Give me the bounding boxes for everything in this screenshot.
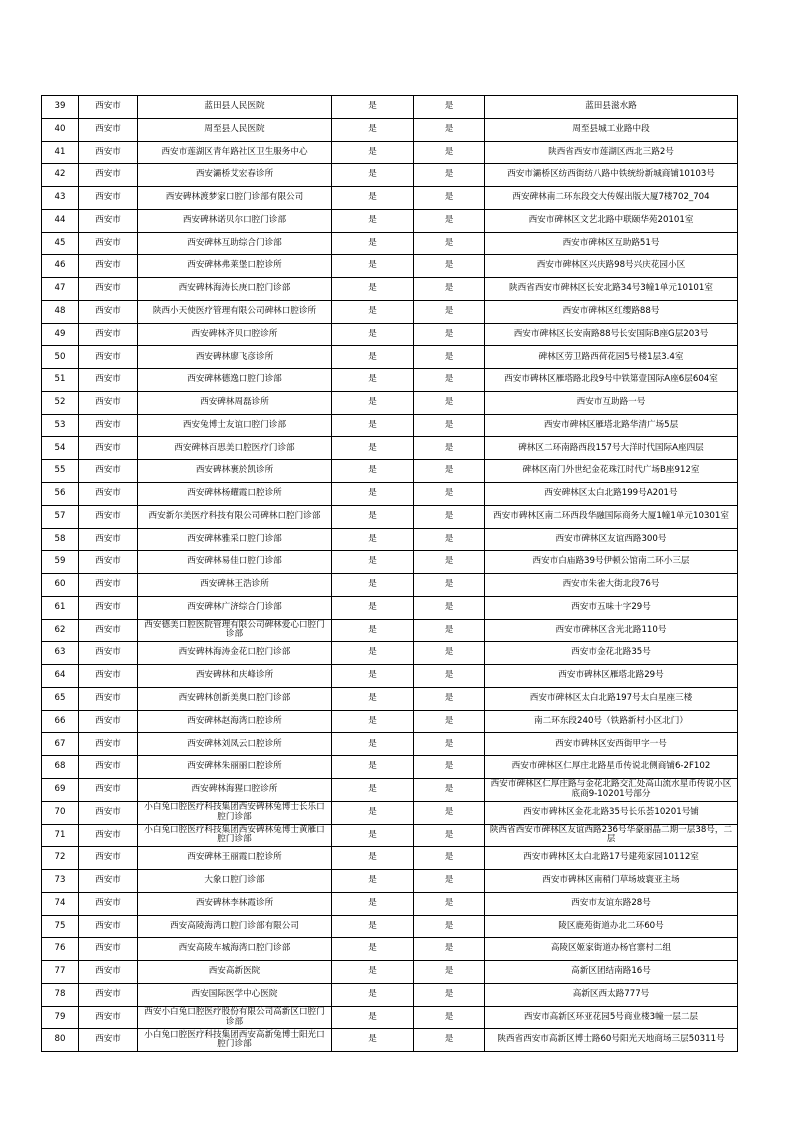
flag-a-cell: 是 [332,300,414,323]
flag-b-cell: 是 [414,323,485,346]
row-number: 60 [42,574,79,597]
row-number: 79 [42,1006,79,1029]
city-cell: 西安市 [79,460,138,483]
row-number: 74 [42,892,79,915]
flag-a-cell: 是 [332,483,414,506]
flag-b-cell: 是 [414,414,485,437]
flag-a-cell: 是 [332,164,414,187]
flag-b-cell: 是 [414,892,485,915]
flag-b-cell: 是 [414,915,485,938]
flag-a-cell: 是 [332,596,414,619]
address-cell: 高新区西太路777号 [485,983,738,1006]
address-cell: 西安市碑林区仁厚庄路与金花北路交汇处高山流水星币传说小区底商9-10201号部分 [485,778,738,801]
flag-a-cell: 是 [332,961,414,984]
table-row [42,141,738,164]
row-number: 69 [42,778,79,801]
flag-b-cell: 是 [414,938,485,961]
flag-a-cell: 是 [332,187,414,210]
institution-name-cell: 西安国际医学中心医院 [138,983,332,1006]
address-cell: 西安市白庙路39号伊顿公馆南二环小三层 [485,551,738,574]
row-number: 70 [42,801,79,824]
city-cell: 西安市 [79,915,138,938]
flag-b-cell: 是 [414,209,485,232]
institution-name-cell: 西安德美口腔医院管理有限公司碑林爱心口腔门诊部 [138,619,332,642]
institution-name-cell: 西安碑林创新美奥口腔门诊部 [138,687,332,710]
institution-name-cell: 西安碑林杨耀霞口腔诊所 [138,483,332,506]
flag-b-cell: 是 [414,505,485,528]
flag-a-cell: 是 [332,528,414,551]
table-row [42,255,738,278]
flag-a-cell: 是 [332,574,414,597]
row-number: 59 [42,551,79,574]
flag-b-cell: 是 [414,141,485,164]
flag-a-cell: 是 [332,278,414,301]
table-row [42,96,738,119]
table-row [42,1006,738,1029]
city-cell: 西安市 [79,756,138,779]
flag-b-cell: 是 [414,1029,485,1052]
address-cell: 西安市灞桥区纺西街纺八路中铁统纷新城商铺10103号 [485,164,738,187]
row-number: 76 [42,938,79,961]
flag-b-cell: 是 [414,619,485,642]
row-number: 62 [42,619,79,642]
city-cell: 西安市 [79,1006,138,1029]
table-row [42,574,738,597]
row-number: 77 [42,961,79,984]
city-cell: 西安市 [79,870,138,893]
table-row [42,961,738,984]
address-cell: 西安市朱雀大街北段76号 [485,574,738,597]
flag-b-cell: 是 [414,483,485,506]
row-number: 73 [42,870,79,893]
row-number: 56 [42,483,79,506]
city-cell: 西安市 [79,733,138,756]
address-cell: 西安市碑林区含光北路110号 [485,619,738,642]
institution-name-cell: 蓝田县人民医院 [138,96,332,119]
city-cell: 西安市 [79,687,138,710]
table-row [42,1029,738,1052]
table-row [42,369,738,392]
flag-b-cell: 是 [414,369,485,392]
institution-name-cell: 西安碑林刘凤云口腔诊所 [138,733,332,756]
address-cell: 西安市碑林区长安南路88号长安国际B座G层203号 [485,323,738,346]
flag-a-cell: 是 [332,1029,414,1052]
address-cell: 周至县城工业路中段 [485,118,738,141]
table-row [42,164,738,187]
city-cell: 西安市 [79,665,138,688]
address-cell: 碑林区劳卫路西荷花园5号楼1层3.4室 [485,346,738,369]
flag-b-cell: 是 [414,278,485,301]
address-cell: 西安市碑林区金花北路35号长乐荟10201号铺 [485,801,738,824]
table-row [42,710,738,733]
address-cell: 南二环东段240号（铁路新村小区北门） [485,710,738,733]
institution-name-cell: 西安高新医院 [138,961,332,984]
table-row [42,915,738,938]
flag-a-cell: 是 [332,983,414,1006]
institution-name-cell: 西安碑林李林霞诊所 [138,892,332,915]
city-cell: 西安市 [79,483,138,506]
flag-b-cell: 是 [414,255,485,278]
address-cell: 西安市碑林区文艺北路中联颐华苑20101室 [485,209,738,232]
city-cell: 西安市 [79,505,138,528]
flag-a-cell: 是 [332,778,414,801]
address-cell: 西安市碑林区雁塔路北段9号中铁第壹国际A座6层604室 [485,369,738,392]
flag-b-cell: 是 [414,437,485,460]
address-cell: 碑林区南门外世纪金花珠江时代广场B座912室 [485,460,738,483]
city-cell: 西安市 [79,391,138,414]
institution-name-cell: 西安小白兔口腔医疗股份有限公司高新区口腔门诊部 [138,1006,332,1029]
institution-name-cell: 西安高陵海湾口腔门诊部有限公司 [138,915,332,938]
table-row [42,938,738,961]
address-cell: 西安市碑林区互助路51号 [485,232,738,255]
city-cell: 西安市 [79,323,138,346]
institution-name-cell: 大象口腔门诊部 [138,870,332,893]
address-cell: 陕西省西安市莲湖区西北三路2号 [485,141,738,164]
clinic-table [41,95,738,1052]
flag-b-cell: 是 [414,187,485,210]
flag-b-cell: 是 [414,596,485,619]
flag-a-cell: 是 [332,346,414,369]
city-cell: 西安市 [79,619,138,642]
address-cell: 西安碑林区太白北路199号A201号 [485,483,738,506]
flag-a-cell: 是 [332,847,414,870]
city-cell: 西安市 [79,118,138,141]
flag-b-cell: 是 [414,164,485,187]
address-cell: 西安市碑林区雁塔北路29号 [485,665,738,688]
address-cell: 西安市碑林区兴庆路98号兴庆花园小区 [485,255,738,278]
city-cell: 西安市 [79,1029,138,1052]
address-cell: 西安市互助路一号 [485,391,738,414]
address-cell: 西安碑林南二环东段交大传媒出版大厦7楼702_704 [485,187,738,210]
address-cell: 蓝田县滋水路 [485,96,738,119]
table-row [42,801,738,824]
table-row [42,756,738,779]
address-cell: 西安市碑林区太白北路197号太白星座三楼 [485,687,738,710]
institution-name-cell: 西安高陵车城海湾口腔门诊部 [138,938,332,961]
row-number: 52 [42,391,79,414]
flag-a-cell: 是 [332,369,414,392]
row-number: 47 [42,278,79,301]
row-number: 72 [42,847,79,870]
flag-a-cell: 是 [332,255,414,278]
row-number: 80 [42,1029,79,1052]
flag-b-cell: 是 [414,118,485,141]
city-cell: 西安市 [79,778,138,801]
city-cell: 西安市 [79,96,138,119]
flag-a-cell: 是 [332,870,414,893]
flag-b-cell: 是 [414,1006,485,1029]
institution-name-cell: 西安新尔美医疗科技有限公司碑林口腔门诊部 [138,505,332,528]
table-row [42,118,738,141]
flag-a-cell: 是 [332,710,414,733]
flag-b-cell: 是 [414,300,485,323]
flag-a-cell: 是 [332,915,414,938]
row-number: 39 [42,96,79,119]
flag-a-cell: 是 [332,824,414,847]
city-cell: 西安市 [79,346,138,369]
row-number: 58 [42,528,79,551]
city-cell: 西安市 [79,551,138,574]
address-cell: 西安市碑林区红缨路88号 [485,300,738,323]
table-row [42,505,738,528]
flag-a-cell: 是 [332,665,414,688]
row-number: 53 [42,414,79,437]
flag-b-cell: 是 [414,665,485,688]
institution-name-cell: 西安碑林廖飞彦诊所 [138,346,332,369]
address-cell: 西安市碑林区南稍门草场坡寰亚主场 [485,870,738,893]
address-cell: 高新区团结南路16号 [485,961,738,984]
city-cell: 西安市 [79,983,138,1006]
institution-name-cell: 西安碑林德逸口腔门诊部 [138,369,332,392]
flag-b-cell: 是 [414,733,485,756]
flag-a-cell: 是 [332,892,414,915]
table-row [42,847,738,870]
flag-b-cell: 是 [414,983,485,1006]
table-row [42,460,738,483]
table-row [42,892,738,915]
address-cell: 陕西省西安市高新区博士路60号阳光天地商场三层50311号 [485,1029,738,1052]
flag-a-cell: 是 [332,118,414,141]
institution-name-cell: 西安碑林诺贝尔口腔门诊部 [138,209,332,232]
row-number: 49 [42,323,79,346]
flag-a-cell: 是 [332,209,414,232]
table-row [42,870,738,893]
address-cell: 碑林区二环南路西段157号大洋时代国际A座四层 [485,437,738,460]
institution-name-cell: 西安碑林互助综合门诊部 [138,232,332,255]
table-row [42,596,738,619]
institution-name-cell: 西安碑林海涛金花口腔门诊部 [138,642,332,665]
table-row [42,642,738,665]
city-cell: 西安市 [79,187,138,210]
row-number: 44 [42,209,79,232]
table-row [42,619,738,642]
row-number: 45 [42,232,79,255]
flag-a-cell: 是 [332,642,414,665]
flag-b-cell: 是 [414,232,485,255]
flag-a-cell: 是 [332,687,414,710]
table-row [42,187,738,210]
flag-a-cell: 是 [332,460,414,483]
row-number: 51 [42,369,79,392]
institution-name-cell: 西安碑林海涛长庚口腔门诊部 [138,278,332,301]
row-number: 68 [42,756,79,779]
row-number: 66 [42,710,79,733]
flag-a-cell: 是 [332,437,414,460]
institution-name-cell: 西安碑林广济综合门诊部 [138,596,332,619]
institution-name-cell: 小白兔口腔医疗科技集团西安碑林兔博士黄雁口腔门诊部 [138,824,332,847]
city-cell: 西安市 [79,824,138,847]
address-cell: 西安市高新区环亚花园5号商业楼3幢一层二层 [485,1006,738,1029]
institution-name-cell: 西安市莲湖区青年路社区卫生服务中心 [138,141,332,164]
address-cell: 陕西省西安市碑林区友谊西路236号华豪丽晶二期一层38号，二层 [485,824,738,847]
institution-name-cell: 西安碑林裹於凯诊所 [138,460,332,483]
address-cell: 陵区鹿苑街道办北二环60号 [485,915,738,938]
flag-b-cell: 是 [414,710,485,733]
table-row [42,733,738,756]
row-number: 71 [42,824,79,847]
row-number: 57 [42,505,79,528]
flag-a-cell: 是 [332,938,414,961]
institution-name-cell: 西安碑林百思美口腔医疗门诊部 [138,437,332,460]
address-cell: 陕西省西安市碑林区长安北路34号3幢1单元10101室 [485,278,738,301]
city-cell: 西安市 [79,141,138,164]
flag-a-cell: 是 [332,232,414,255]
address-cell: 西安市碑林区安西街甲字一号 [485,733,738,756]
address-cell: 西安市碑林区太白北路17号建苑家园10112室 [485,847,738,870]
flag-b-cell: 是 [414,460,485,483]
table-row [42,437,738,460]
flag-b-cell: 是 [414,756,485,779]
flag-a-cell: 是 [332,756,414,779]
row-number: 78 [42,983,79,1006]
flag-a-cell: 是 [332,391,414,414]
city-cell: 西安市 [79,278,138,301]
flag-b-cell: 是 [414,96,485,119]
city-cell: 西安市 [79,596,138,619]
flag-a-cell: 是 [332,1006,414,1029]
table-row [42,209,738,232]
row-number: 75 [42,915,79,938]
flag-a-cell: 是 [332,505,414,528]
city-cell: 西安市 [79,369,138,392]
city-cell: 西安市 [79,642,138,665]
flag-b-cell: 是 [414,574,485,597]
row-number: 48 [42,300,79,323]
row-number: 67 [42,733,79,756]
table-row [42,323,738,346]
institution-name-cell: 西安碑林弗莱堡口腔诊所 [138,255,332,278]
institution-name-cell: 陕西小天使医疗管理有限公司碑林口腔诊所 [138,300,332,323]
city-cell: 西安市 [79,414,138,437]
flag-b-cell: 是 [414,346,485,369]
address-cell: 西安市碑林区南二环西段华融国际商务大厦1幢1单元10301室 [485,505,738,528]
address-cell: 西安市五味十字29号 [485,596,738,619]
row-number: 50 [42,346,79,369]
flag-b-cell: 是 [414,551,485,574]
address-cell: 西安市碑林区仁厚庄北路星币传说北侧商铺6-2F102 [485,756,738,779]
flag-a-cell: 是 [332,801,414,824]
flag-b-cell: 是 [414,870,485,893]
row-number: 63 [42,642,79,665]
table-row [42,665,738,688]
flag-b-cell: 是 [414,824,485,847]
institution-name-cell: 西安碑林齐贝口腔诊所 [138,323,332,346]
institution-name-cell: 西安碑林雅采口腔门诊部 [138,528,332,551]
row-number: 42 [42,164,79,187]
institution-name-cell: 西安碑林周磊诊所 [138,391,332,414]
table-row [42,300,738,323]
table-row [42,232,738,255]
institution-name-cell: 西安碑林朱丽丽口腔诊所 [138,756,332,779]
institution-name-cell: 周至县人民医院 [138,118,332,141]
flag-a-cell: 是 [332,141,414,164]
institution-name-cell: 小白兔口腔医疗科技集团西安高新兔博士阳光口腔门诊部 [138,1029,332,1052]
row-number: 61 [42,596,79,619]
city-cell: 西安市 [79,847,138,870]
institution-name-cell: 西安碑林王浩诊所 [138,574,332,597]
address-cell: 西安市友谊东路28号 [485,892,738,915]
institution-name-cell: 西安兔博士友谊口腔门诊部 [138,414,332,437]
flag-a-cell: 是 [332,619,414,642]
table-row [42,391,738,414]
institution-name-cell: 西安碑林易佳口腔门诊部 [138,551,332,574]
city-cell: 西安市 [79,232,138,255]
row-number: 64 [42,665,79,688]
table-row [42,778,738,801]
flag-b-cell: 是 [414,778,485,801]
table-row [42,983,738,1006]
flag-a-cell: 是 [332,733,414,756]
table-row [42,824,738,847]
flag-a-cell: 是 [332,551,414,574]
city-cell: 西安市 [79,300,138,323]
city-cell: 西安市 [79,961,138,984]
table-row [42,278,738,301]
address-cell: 西安市碑林区雁塔北路华清广场5层 [485,414,738,437]
city-cell: 西安市 [79,255,138,278]
row-number: 46 [42,255,79,278]
city-cell: 西安市 [79,164,138,187]
city-cell: 西安市 [79,528,138,551]
flag-b-cell: 是 [414,961,485,984]
table-row [42,551,738,574]
flag-a-cell: 是 [332,414,414,437]
institution-name-cell: 西安碑林赵海湾口腔诊所 [138,710,332,733]
row-number: 40 [42,118,79,141]
row-number: 55 [42,460,79,483]
city-cell: 西安市 [79,892,138,915]
institution-name-cell: 西安碑林海猩口腔诊所 [138,778,332,801]
city-cell: 西安市 [79,710,138,733]
row-number: 41 [42,141,79,164]
city-cell: 西安市 [79,437,138,460]
city-cell: 西安市 [79,209,138,232]
institution-name-cell: 西安碑林王丽霞口腔诊所 [138,847,332,870]
flag-b-cell: 是 [414,687,485,710]
institution-name-cell: 小白兔口腔医疗科技集团西安碑林兔博士长乐口腔门诊部 [138,801,332,824]
city-cell: 西安市 [79,574,138,597]
table-row [42,483,738,506]
institution-name-cell: 西安碑林和庆峰诊所 [138,665,332,688]
row-number: 54 [42,437,79,460]
row-number: 65 [42,687,79,710]
address-cell: 西安市金花北路35号 [485,642,738,665]
institution-name-cell: 西安灞桥艾宏春诊所 [138,164,332,187]
flag-b-cell: 是 [414,847,485,870]
table-row [42,346,738,369]
address-cell: 西安市碑林区友谊西路300号 [485,528,738,551]
table-row [42,528,738,551]
flag-b-cell: 是 [414,642,485,665]
address-cell: 高陵区姬家街道办杨官寨村二组 [485,938,738,961]
flag-b-cell: 是 [414,801,485,824]
row-number: 43 [42,187,79,210]
city-cell: 西安市 [79,938,138,961]
flag-a-cell: 是 [332,323,414,346]
institution-name-cell: 西安碑林渡梦家口腔门诊部有限公司 [138,187,332,210]
city-cell: 西安市 [79,801,138,824]
table-row [42,414,738,437]
table-row [42,687,738,710]
flag-a-cell: 是 [332,96,414,119]
flag-b-cell: 是 [414,391,485,414]
flag-b-cell: 是 [414,528,485,551]
